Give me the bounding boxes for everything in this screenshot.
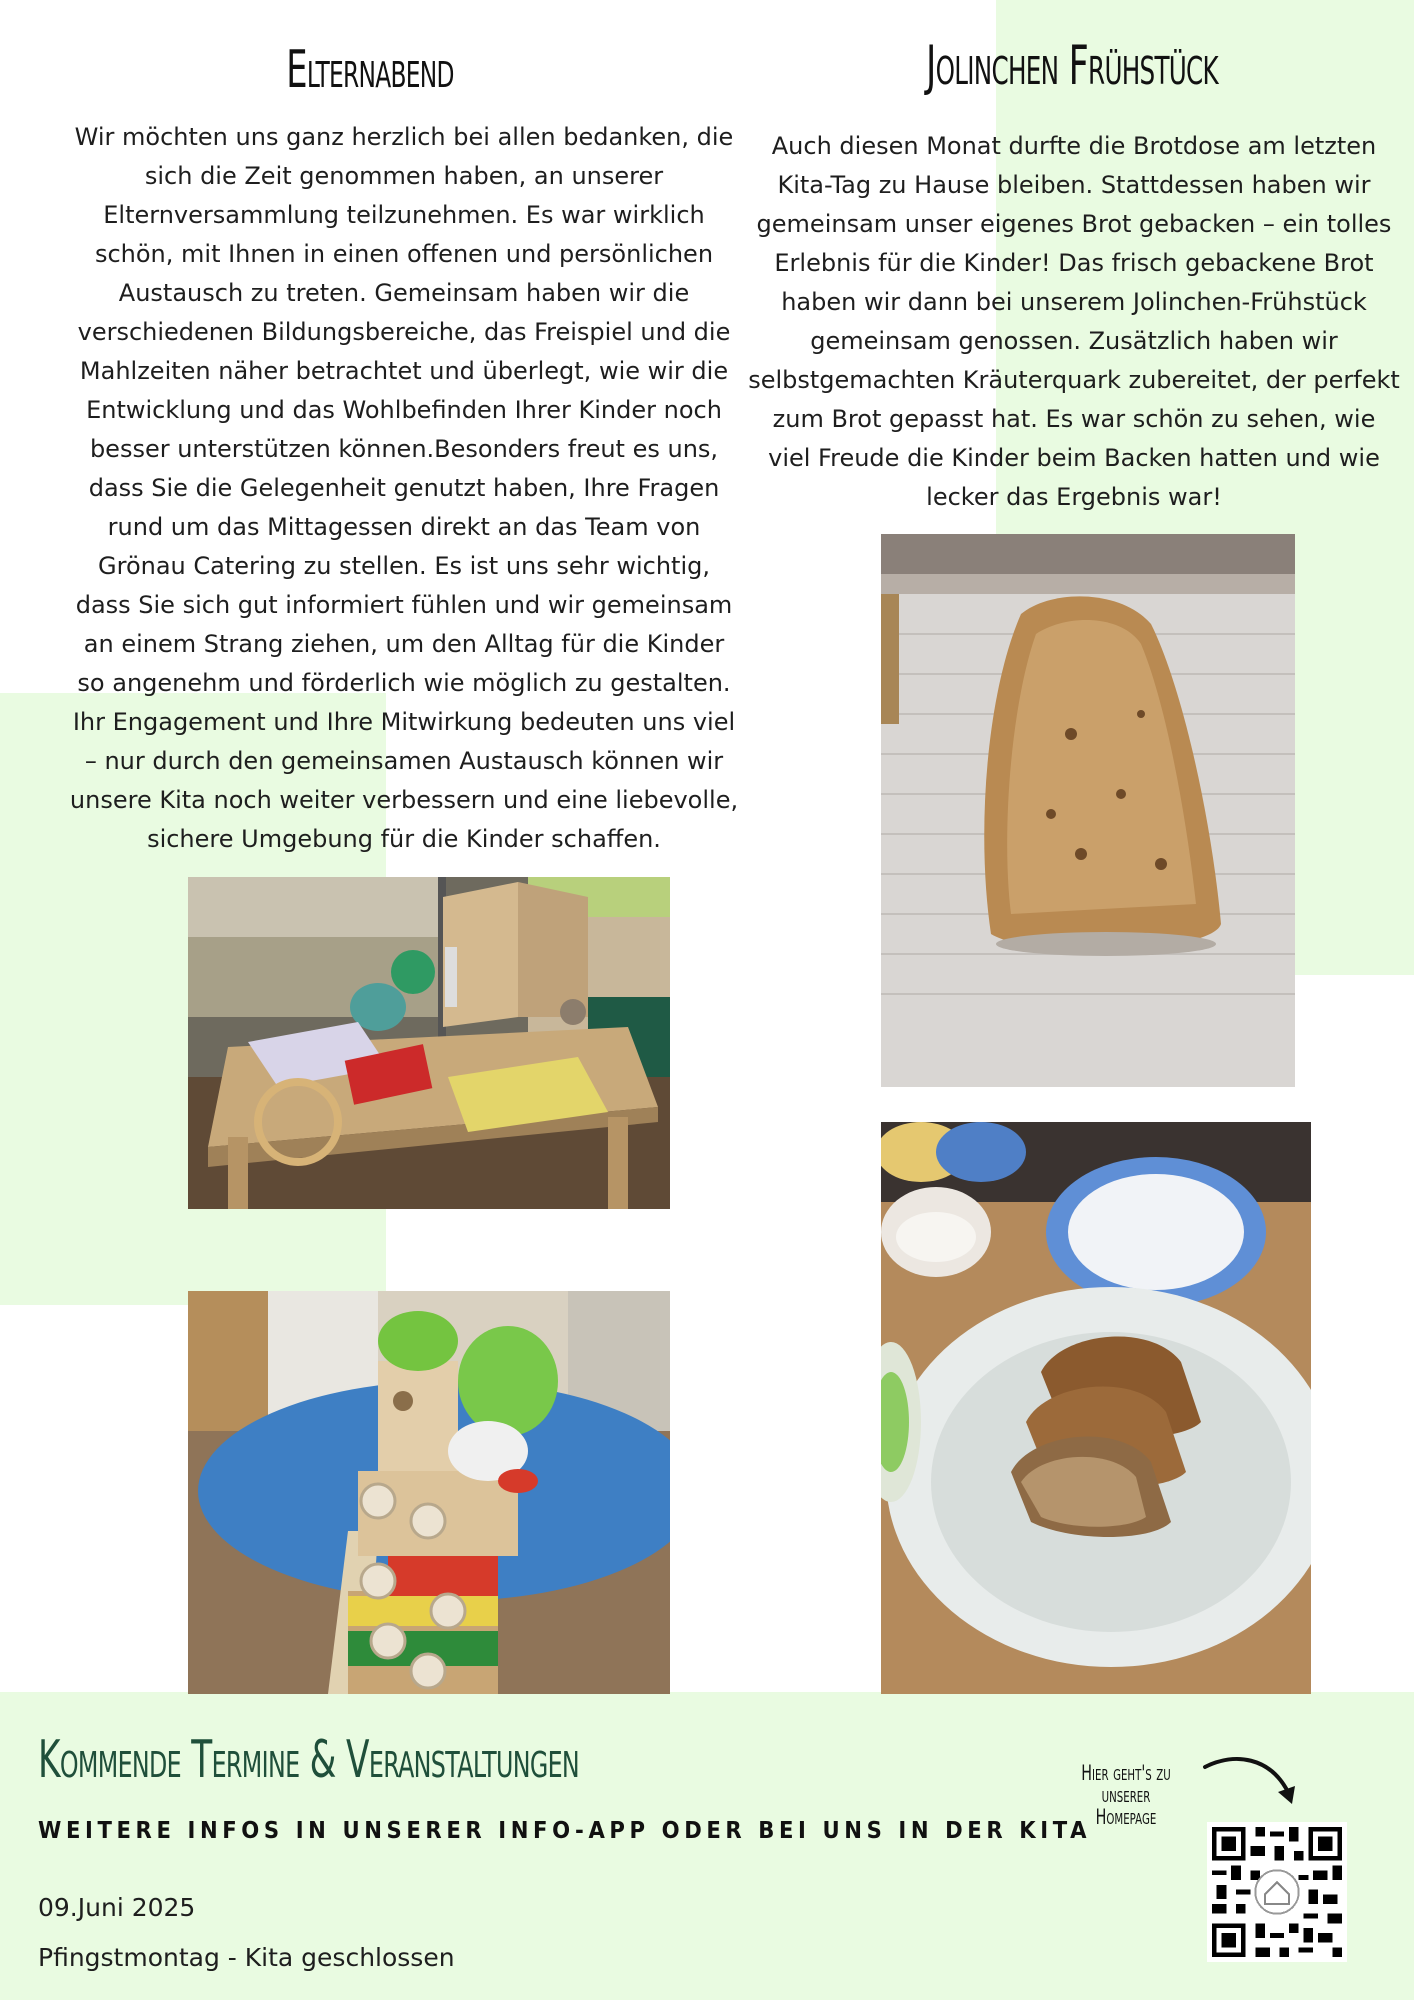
elternabend-title: Elternabend — [286, 40, 454, 100]
jolinchen-text: Auch diesen Monat durfte die Brotdose am letzten Kita-Tag zu Hause bleiben. Stattdessen haben wir gemeinsam unser eigenes Brot gebacken – ein tolles Erlebnis für die Kinder! Das frisch gebackene Brot haben wir dann bei unserem Jolinchen-Frühstück gemeinsam genossen. Zusätzlich haben wir selbstgemachten Kräuterquark zubereitet, der perfekt zum Brot gepasst hat. Es war schön zu sehen, wie viel Freude die Kinder beim Backen hatten und wie lecker das Ergebnis war! — [748, 132, 1400, 511]
footer-title: Kommende Termine & Veranstaltungen — [38, 1730, 580, 1790]
qr-label-line2: unserer Homepage — [1095, 1783, 1157, 1829]
photo-block-tower — [188, 1291, 670, 1694]
footer-subtitle: WEITERE INFOS IN UNSERER INFO-APP ODER BEI UNS IN DER KITA — [38, 1818, 1092, 1844]
event-name: Pfingstmontag - Kita geschlossen — [38, 1943, 455, 1972]
curved-arrow-icon — [1200, 1752, 1300, 1812]
qr-code-icon[interactable] — [1207, 1822, 1347, 1962]
qr-label — [1072, 1762, 1181, 1828]
event-date: 09.Juni 2025 — [38, 1893, 196, 1922]
photo-toys-table — [188, 877, 670, 1209]
photo-bread-loaf — [881, 534, 1295, 1087]
qr-label-line1: Hier geht's zu — [1081, 1761, 1171, 1785]
photo-bread-slices — [881, 1122, 1311, 1694]
jolinchen-title: Jolinchen Frühstück — [926, 34, 1218, 97]
elternabend-text: Wir möchten uns ganz herzlich bei allen bedanken, die sich die Zeit genommen haben, an unserer Elternversammlung teilzunehmen. Es war wirklich schön, mit Ihnen in einen offenen und persönlichen Austausch zu treten. Gemeinsam haben wir die verschiedenen Bildungsbereiche, das Freispiel und die Mahlzeiten näher betrachtet und überlegt, wie wir die Entwicklung und das Wohlbefinden Ihrer Kinder noch besser unterstützen können.Besonders freut es uns, dass Sie die Gelegenheit genutzt haben, Ihre Fragen rund um das Mittagessen direkt an das Team von Grönau Catering zu stellen. Es ist uns sehr wichtig, dass Sie sich gut informiert fühlen und wir gemeinsam an einem Strang ziehen, um den Alltag für die Kinder so angenehm und förderlich wie möglich zu gestalten. Ihr Engagement und Ihre Mitwirkung bedeuten uns viel – nur durch den gemeinsamen Austausch können wir unsere Kita noch weiter verbessern und eine liebevolle, sichere Umgebung für die Kinder schaffen. — [69, 123, 739, 853]
